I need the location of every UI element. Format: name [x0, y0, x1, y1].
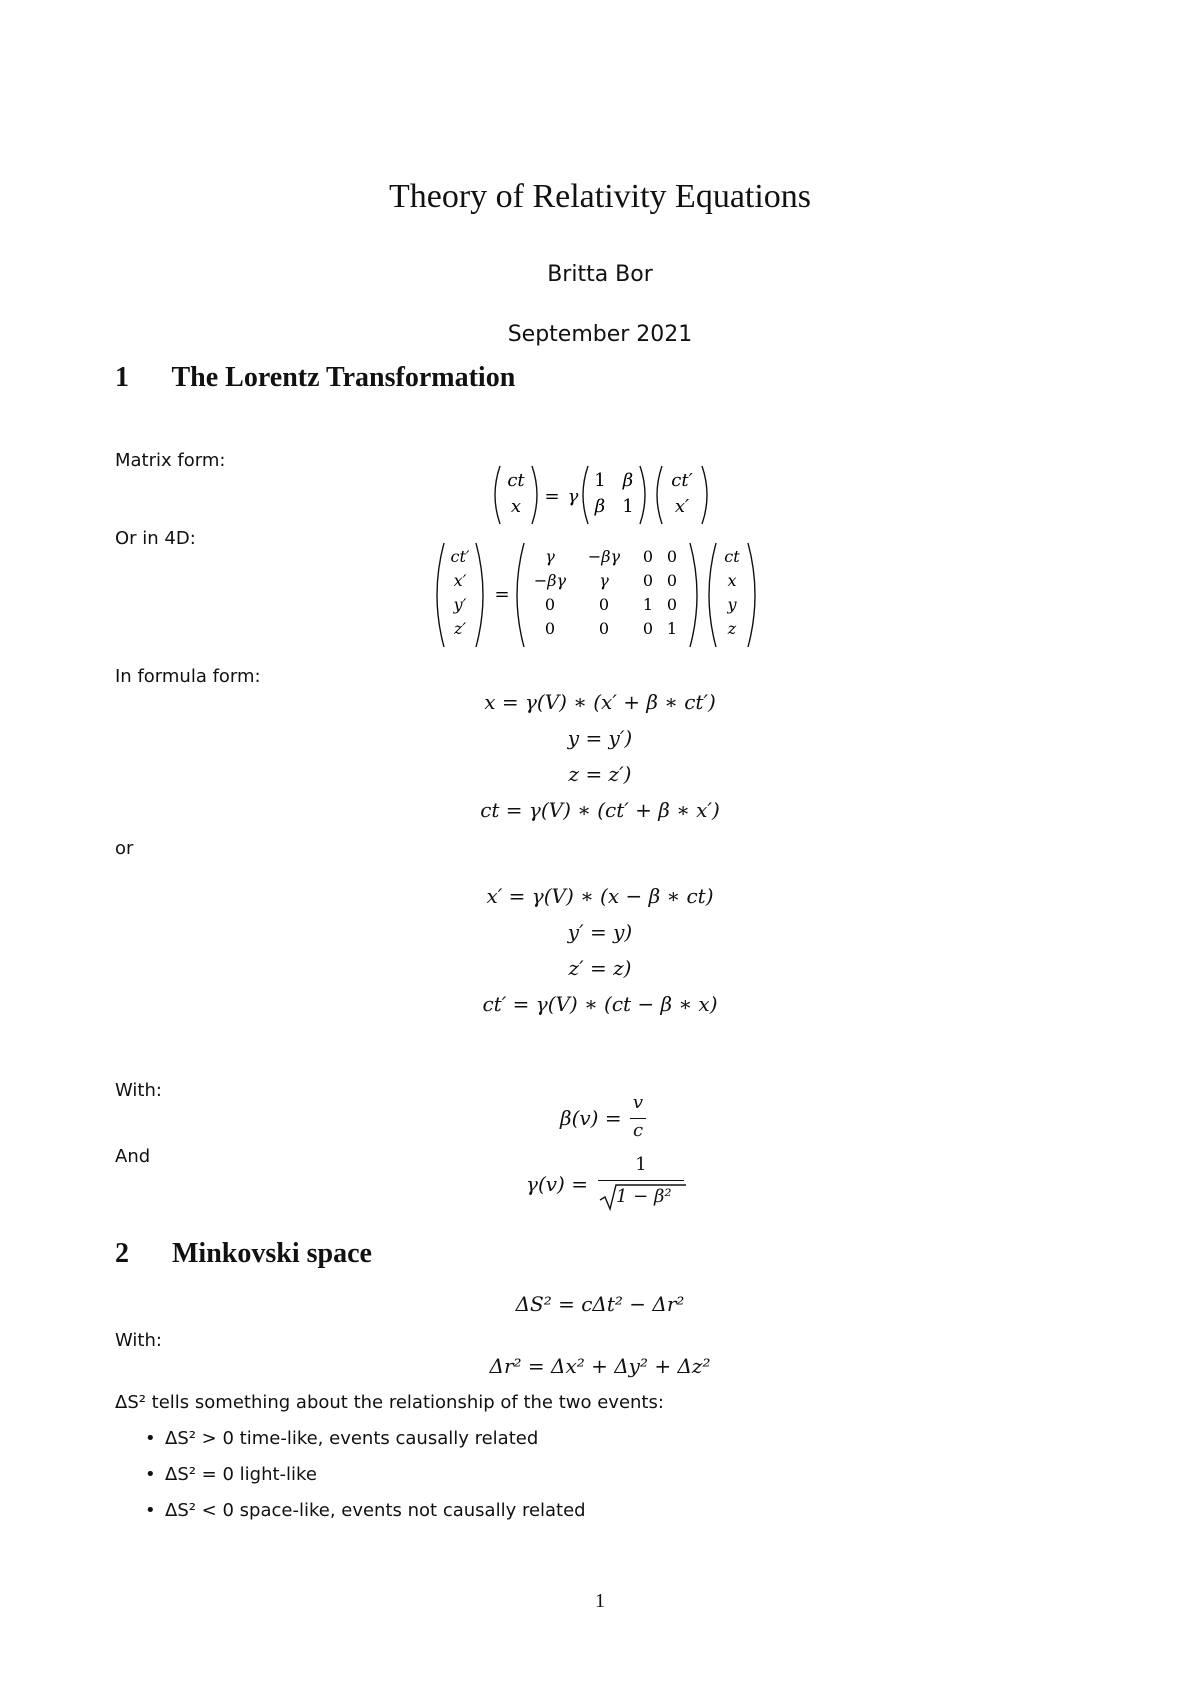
formula-form-label: In formula form: [115, 666, 261, 687]
matrix-4d-cell-2-2: 1 [642, 595, 654, 614]
document-date: September 2021 [507, 322, 693, 347]
list-item: • ΔS² = 0 light-like [145, 1464, 317, 1485]
formula-x: x = γ(V) ∗ (x′ + β ∗ ct′) [484, 690, 716, 714]
beta-numerator: v [632, 1092, 644, 1113]
formula-y-prime: y′ = y) [567, 920, 633, 944]
formula-z: z = z′) [568, 762, 632, 786]
section-1-title: The Lorentz Transformation [171, 362, 516, 393]
matrix-4d-lhs-1: x′ [453, 571, 467, 590]
matrix-2d-equation [490, 462, 720, 528]
svg-text:=: = [544, 486, 560, 507]
matrix-4d-cell-0-0: γ [545, 547, 555, 566]
section-1-number: 1 [115, 362, 129, 393]
matrix-4d-rhs-0: ct [724, 547, 740, 566]
gamma-lhs: γ(v) = [526, 1172, 588, 1196]
with-label: With: [115, 1080, 162, 1101]
matrix-4d-cell-1-3: 0 [666, 571, 678, 590]
or-label: or [115, 838, 134, 859]
matrix-4d-cell-0-3: 0 [666, 547, 678, 566]
matrix-4d-cell-2-3: 0 [666, 595, 678, 614]
formula-y: y = y′) [567, 726, 633, 750]
bullet-space-like: ΔS² < 0 space-like, events not causally related [165, 1500, 586, 1521]
gamma-numerator: 1 [635, 1154, 647, 1175]
matrix-4d-lhs-3: z′ [453, 619, 467, 638]
interval-equation: ΔS² = cΔt² − Δr² [515, 1292, 685, 1316]
matrix-4d-rhs-1: x [727, 571, 737, 590]
document-author: Britta Bor [547, 262, 653, 287]
matrix-4d-cell-3-2: 0 [642, 619, 654, 638]
section-1-heading [115, 362, 515, 394]
bullet-light-like: ΔS² = 0 light-like [165, 1464, 317, 1485]
gamma-fraction-bar [598, 1180, 684, 1181]
matrix-4d-cell-0-2: 0 [642, 547, 654, 566]
document-title: Theory of Relativity Equations [388, 178, 812, 215]
matrix-4d-cell-2-1: 0 [598, 595, 610, 614]
matrix-4d-cell-1-0: −βγ [533, 571, 567, 590]
matrix-2d-factor: γ [567, 486, 579, 507]
matrix-4d-lhs-0: ct′ [450, 547, 470, 566]
r-equation: Δr² = Δx² + Δy² + Δz² [489, 1354, 711, 1378]
matrix-4d-cell-1-1: γ [599, 571, 609, 590]
matrix-2d-rhs-1: x′ [674, 496, 690, 517]
formula-ct: ct = γ(V) ∗ (ct′ + β ∗ x′) [480, 798, 720, 822]
matrix-2d-cell-0-1: β [622, 470, 634, 491]
matrix-4d-cell-0-1: −βγ [587, 547, 621, 566]
matrix-2d-lhs-0: ct [507, 470, 525, 491]
in-4d-label: Or in 4D: [115, 528, 196, 549]
matrix-4d-cell-3-1: 0 [598, 619, 610, 638]
matrix-4d-cell-3-0: 0 [544, 619, 556, 638]
formula-ct-prime: ct′ = γ(V) ∗ (ct − β ∗ x) [482, 992, 718, 1016]
matrix-4d-rhs-3: z [727, 619, 737, 638]
section-2-heading [115, 1238, 372, 1270]
interval-description: ΔS² tells something about the relationship of the two events: [115, 1392, 664, 1413]
section-2-title: Minkovski space [172, 1238, 372, 1269]
matrix-4d-equation [432, 540, 772, 650]
svg-text:=: = [494, 584, 510, 605]
formula-x-prime: x′ = γ(V) ∗ (x − β ∗ ct) [486, 884, 714, 908]
matrix-2d-cell-1-1: 1 [622, 496, 634, 517]
formula-z-prime: z′ = z) [568, 956, 632, 980]
beta-lhs: β(v) = [560, 1106, 622, 1130]
list-item: • ΔS² < 0 space-like, events not causally related [145, 1500, 586, 1521]
beta-denominator: c [632, 1120, 644, 1141]
gamma-definition [526, 1154, 696, 1214]
matrix-2d-rhs-0: ct′ [671, 470, 693, 491]
matrix-2d-lhs-1: x [510, 496, 522, 517]
matrix-4d-cell-1-2: 0 [642, 571, 654, 590]
beta-fraction-bar [630, 1118, 646, 1119]
gamma-denominator: 1 − β² [616, 1186, 672, 1207]
section-2-number: 2 [115, 1238, 129, 1269]
with-label-2: With: [115, 1330, 162, 1351]
matrix-4d-rhs-2: y [727, 595, 737, 614]
matrix-2d-cell-1-0: β [594, 496, 606, 517]
matrix-form-label: Matrix form: [115, 450, 226, 471]
list-item: • ΔS² > 0 time-like, events causally related [145, 1428, 539, 1449]
beta-definition [560, 1094, 680, 1142]
page-number: 1 [595, 1590, 605, 1612]
bullet-time-like: ΔS² > 0 time-like, events causally related [165, 1428, 539, 1449]
matrix-4d-lhs-2: y′ [453, 595, 467, 614]
matrix-2d-cell-0-0: 1 [594, 470, 606, 491]
matrix-4d-cell-3-3: 1 [666, 619, 678, 638]
matrix-4d-cell-2-0: 0 [544, 595, 556, 614]
and-label: And [115, 1146, 151, 1167]
